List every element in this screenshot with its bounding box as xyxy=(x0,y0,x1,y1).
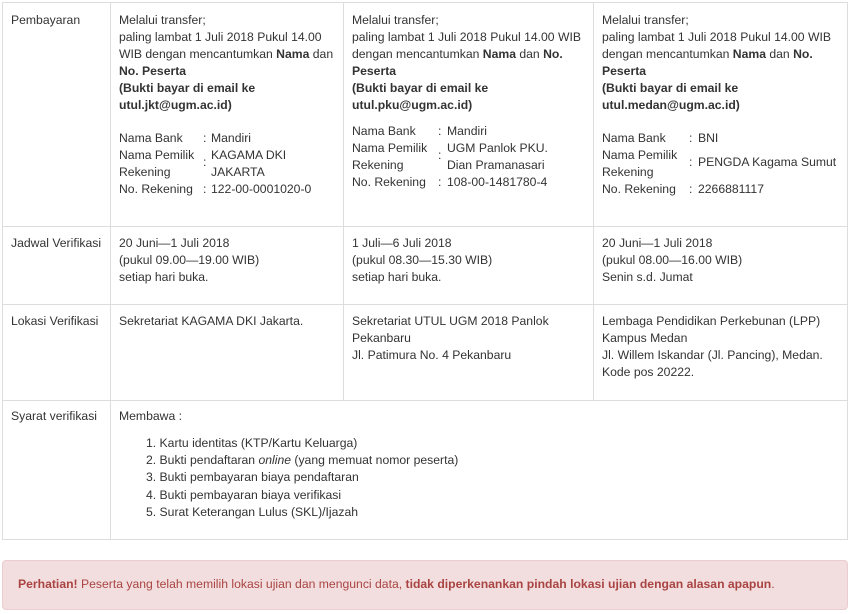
payment-text: Melalui transfer; xyxy=(352,13,439,27)
payment-email: utul.jkt@ugm.ac.id) xyxy=(119,98,232,112)
requirements-list xyxy=(146,435,458,521)
alert-strong: Perhatian! xyxy=(18,577,78,591)
row-divider xyxy=(3,400,847,401)
payment-email: utul.medan@ugm.ac.id) xyxy=(602,98,740,112)
account-owner: KAGAMA DKI xyxy=(211,148,287,162)
account-owner: JAKARTA xyxy=(211,165,265,179)
list-item: 5. Surat Keterangan Lulus (SKL)/Ijazah xyxy=(146,504,359,519)
payment-pekanbaru xyxy=(352,12,581,114)
payment-email-note: (Bukti bayar di email ke xyxy=(352,81,489,95)
row-label-lokasi: Lokasi Verifikasi xyxy=(11,314,99,328)
account-number: 2266881117 xyxy=(698,182,764,196)
payment-text: paling lambat 1 Juli 2018 Pukul 14.00 xyxy=(119,30,322,44)
account-owner: Dian Pramanasari xyxy=(447,158,545,172)
bank-label: Nama Bank xyxy=(352,124,416,138)
bank-name: BNI xyxy=(698,131,719,145)
payment-medan xyxy=(602,12,831,114)
row-label-pembayaran: Pembayaran xyxy=(11,13,81,27)
list-item: 2. Bukti pendaftaran online (yang memuat nomor peserta) xyxy=(146,453,459,468)
schedule-medan: 20 Juni—1 Juli 2018 (pukul 08.00—16.00 WIB) Senin s.d. Jumat xyxy=(602,236,743,284)
payment-email-note: (Bukti bayar di email ke xyxy=(602,81,739,95)
warning-alert xyxy=(2,560,848,610)
payment-text: No. Peserta xyxy=(119,64,187,78)
bank-info-pekanbaru: Nama Bank Nama Pemilik Rekening No. Rekening : : : Mandiri UGM Panlok PKU. Dian Pramanasari 108-00-1481780-4 xyxy=(352,124,548,189)
payment-text: dengan mencantumkan Nama dan No. xyxy=(602,47,813,61)
payment-text: Peserta xyxy=(352,64,397,78)
bank-label: Rekening xyxy=(352,158,404,172)
schedule-jakarta: 20 Juni—1 Juli 2018 (pukul 09.00—19.00 WIB) setiap hari buka. xyxy=(119,236,260,284)
bank-label: Rekening xyxy=(119,165,171,179)
location-medan: Lembaga Pendidikan Perkebunan (LPP) Kampus Medan Jl. Willem Iskandar (Jl. Pancing), Medan. Kode pos 20222. xyxy=(602,314,823,379)
payment-text: paling lambat 1 Juli 2018 Pukul 14.00 WIB xyxy=(352,30,581,44)
bank-info-jakarta: Nama Bank Nama Pemilik Rekening No. Rekening : : : Mandiri KAGAMA DKI JAKARTA 122-00-0001020-0 xyxy=(119,131,312,196)
location-jakarta: Sekretariat KAGAMA DKI Jakarta. xyxy=(119,314,304,328)
column-divider xyxy=(593,3,594,400)
bank-label: Nama Pemilik xyxy=(119,148,195,162)
row-divider xyxy=(3,226,847,227)
bank-label: Nama Bank xyxy=(602,131,666,145)
list-item: 3. Bukti pembayaran biaya pendaftaran xyxy=(146,470,359,485)
payment-text: paling lambat 1 Juli 2018 Pukul 14.00 WIB xyxy=(602,30,831,44)
bank-label: No. Rekening xyxy=(602,182,676,196)
bank-name: Mandiri xyxy=(211,131,251,145)
payment-email: utul.pku@ugm.ac.id) xyxy=(352,98,473,112)
bank-label: Nama Pemilik xyxy=(352,141,428,155)
account-owner: PENGDA Kagama Sumut xyxy=(698,155,837,169)
row-label-syarat: Syarat verifikasi xyxy=(11,409,98,423)
list-item: 1. Kartu identitas (KTP/Kartu Keluarga) xyxy=(146,436,358,450)
account-owner: UGM Panlok PKU. xyxy=(447,141,548,155)
bank-label: Rekening xyxy=(602,165,654,179)
alert-text: Peserta yang telah memilih lokasi ujian dan mengunci data, xyxy=(77,577,406,591)
location-pekanbaru: Sekretariat UTUL UGM 2018 Panlok Pekanbaru Jl. Patimura No. 4 Pekanbaru xyxy=(352,314,549,362)
row-label-jadwal: Jadwal Verifikasi xyxy=(11,236,102,250)
account-number: 122-00-0001020-0 xyxy=(211,182,312,196)
bank-name: Mandiri xyxy=(447,124,487,138)
column-divider xyxy=(343,3,344,400)
alert-strong: tidak diperkenankan pindah lokasi ujian dengan alasan apapun xyxy=(405,577,772,591)
account-number: 108-00-1481780-4 xyxy=(447,175,548,189)
bank-info-medan: Nama Bank Nama Pemilik Rekening No. Rekening : : : BNI PENGDA Kagama Sumut 2266881117 xyxy=(602,131,837,196)
bank-label: No. Rekening xyxy=(119,182,193,196)
payment-jakarta xyxy=(119,12,333,114)
verification-table xyxy=(2,2,848,540)
payment-text: WIB dengan mencantumkan Nama dan xyxy=(119,47,334,61)
list-item: 4. Bukti pembayaran biaya verifikasi xyxy=(146,487,342,502)
alert-text: . xyxy=(771,577,775,591)
payment-text: Melalui transfer; xyxy=(602,13,689,27)
bank-label: Nama Pemilik xyxy=(602,148,678,162)
row-divider xyxy=(3,304,847,305)
payment-email-note: (Bukti bayar di email ke xyxy=(119,81,256,95)
bank-label: Nama Bank xyxy=(119,131,183,145)
column-divider xyxy=(110,3,111,539)
schedule-pekanbaru: 1 Juli—6 Juli 2018 (pukul 08.30—15.30 WIB) setiap hari buka. xyxy=(352,236,493,284)
payment-text: Melalui transfer; xyxy=(119,13,206,27)
payment-text: Peserta xyxy=(602,64,647,78)
requirements-intro: Membawa : xyxy=(119,409,182,423)
bank-label: No. Rekening xyxy=(352,175,426,189)
payment-text: dengan mencantumkan Nama dan No. xyxy=(352,47,563,61)
